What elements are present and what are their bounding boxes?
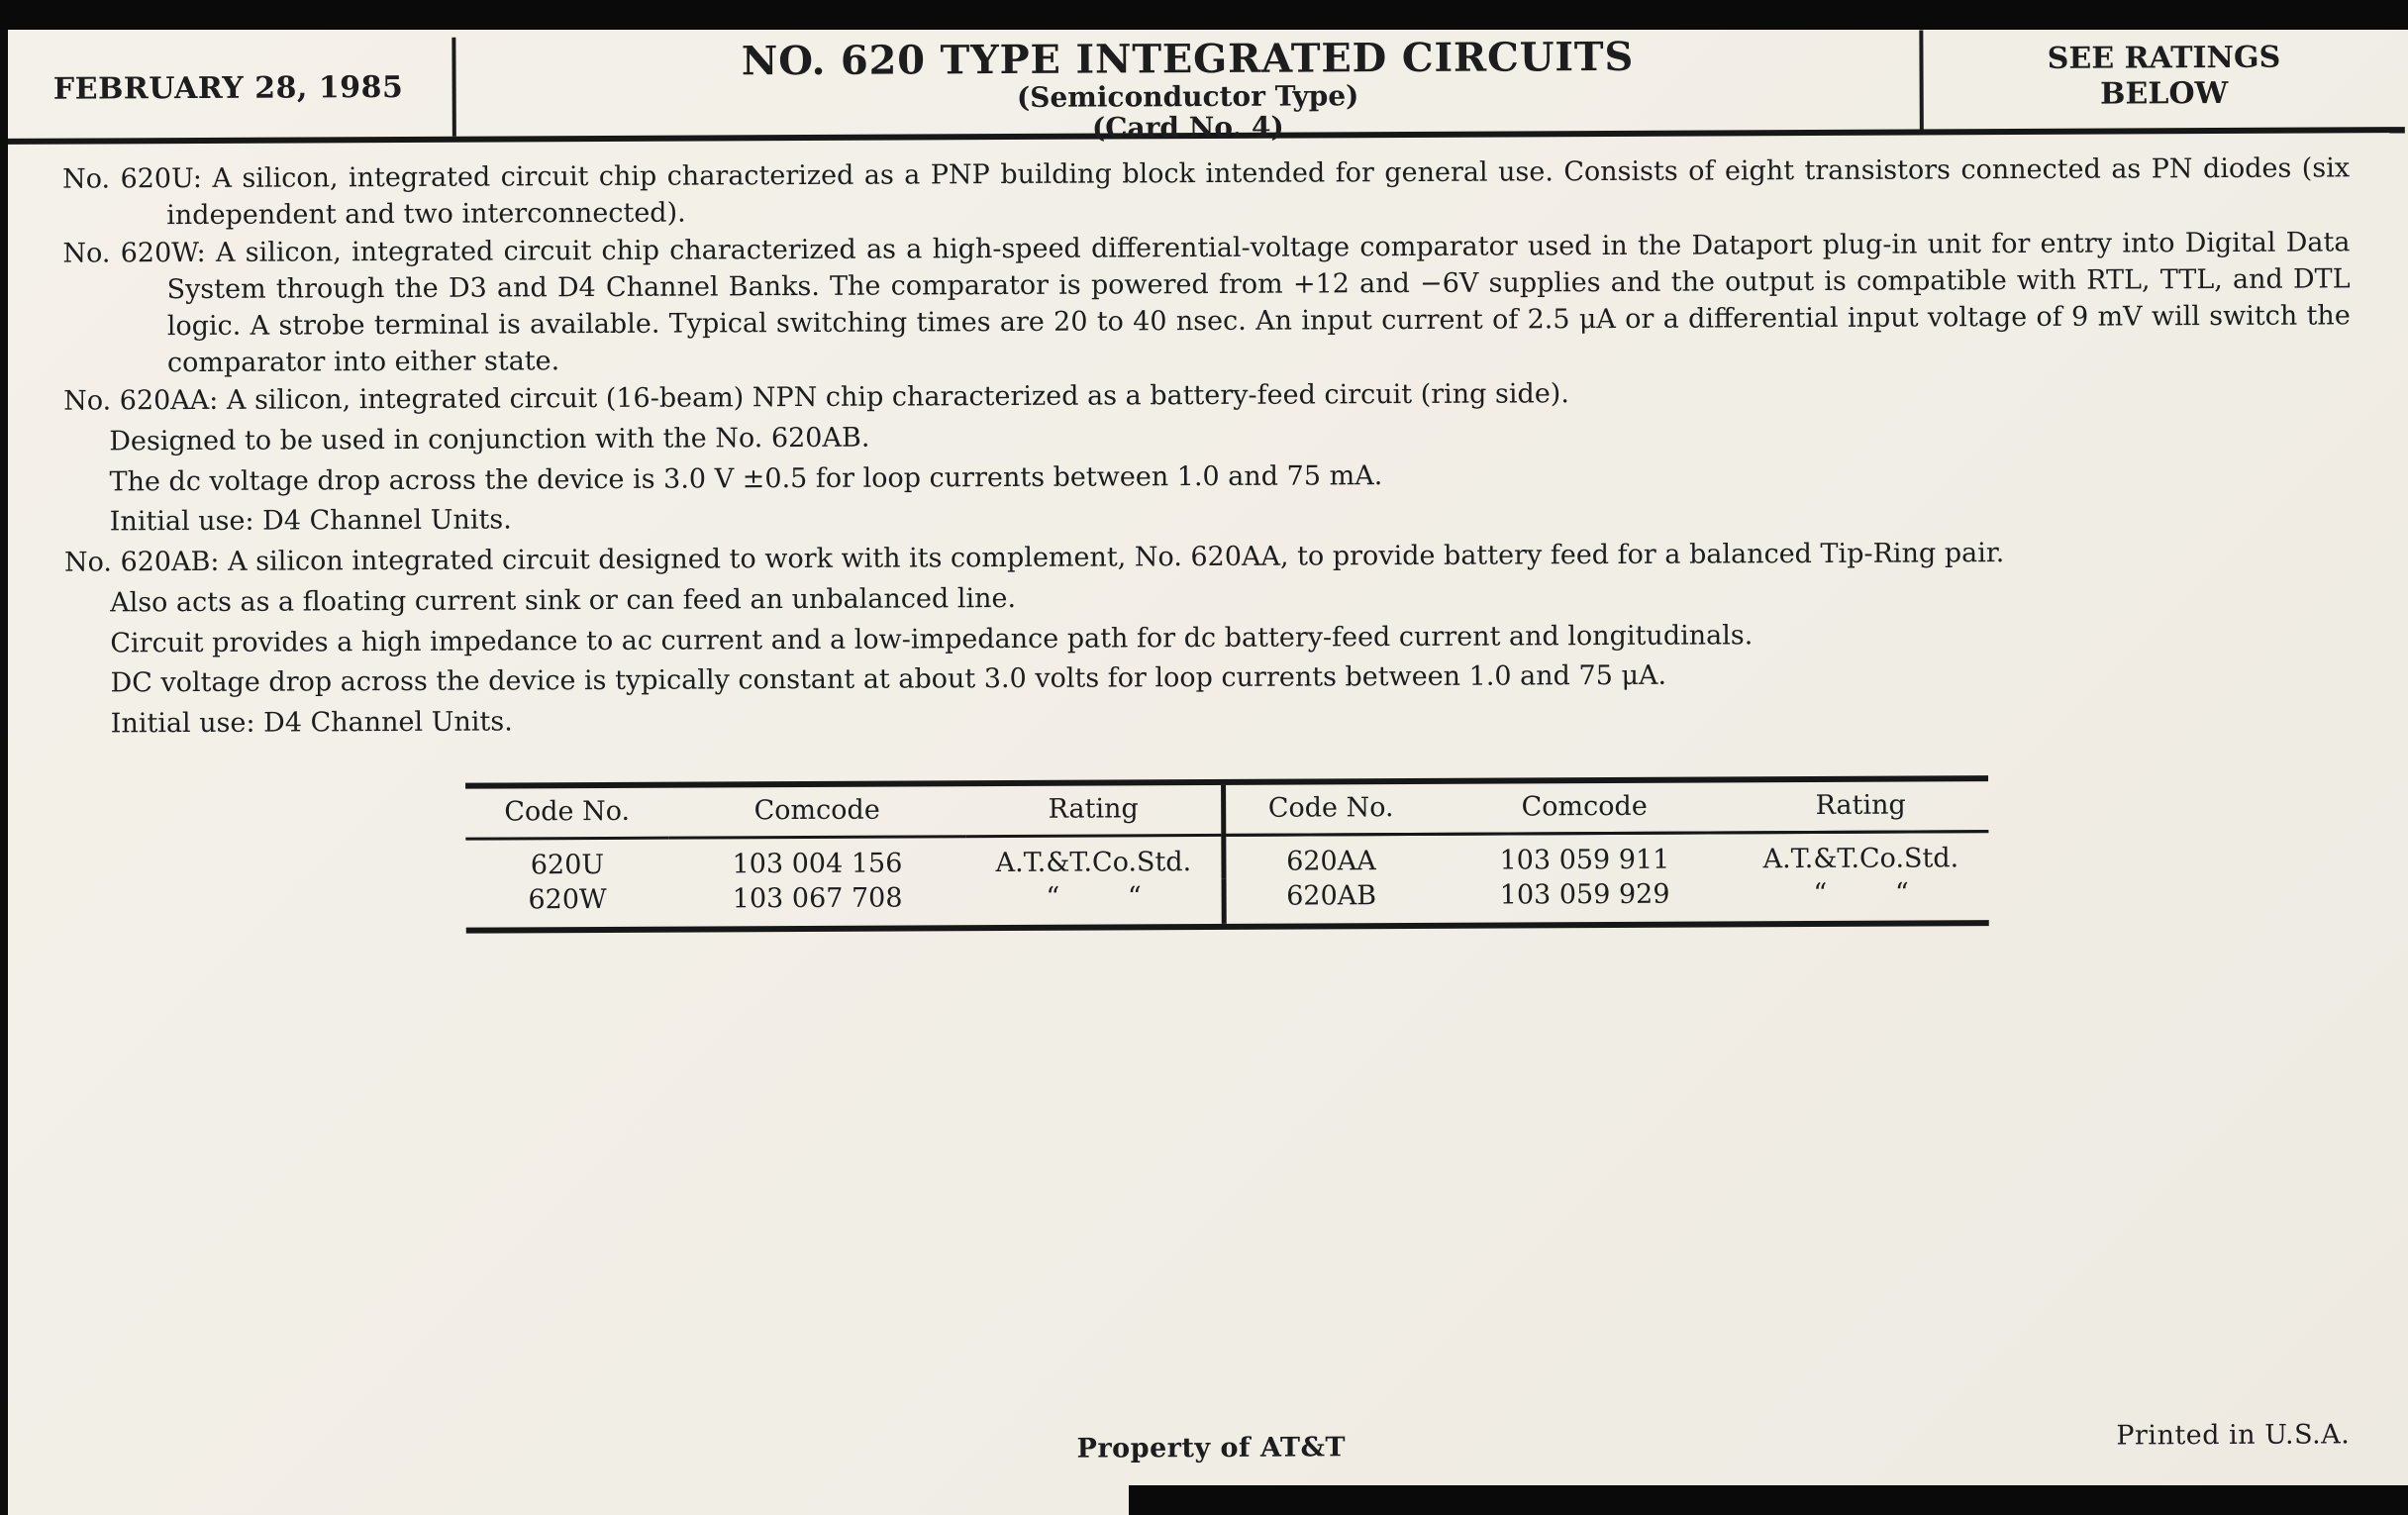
col-header-code-no: Code No. — [465, 787, 668, 839]
cell-code: 620U — [530, 849, 605, 881]
entry-620ab-label: No. 620AB: — [63, 547, 220, 578]
col-header-code-no: Code No. — [1226, 784, 1436, 836]
document-header — [8, 30, 2405, 145]
page-content — [8, 30, 2408, 1515]
entry-620aa-label: No. 620AA: — [63, 385, 219, 417]
document-subtitle-card: (Card No. 4) — [1091, 110, 1284, 145]
table-row — [466, 879, 1225, 928]
cell-rating: A.T.&T.Co.Std. — [995, 846, 1192, 878]
entry-620aa-note-1: Designed to be used in conjunction with the No. 620AB. — [109, 422, 870, 457]
header-date-cell — [8, 38, 456, 139]
document-page — [8, 30, 2408, 1515]
entry-620u-text: A silicon, integrated circuit chip characterized as a PNP building block intended for general use. Consists of eight transistors connected as PN diodes (six independent and two interconnected). — [166, 152, 2351, 231]
header-ratings-note-cell — [1919, 30, 2404, 129]
entry-620w — [62, 226, 2351, 382]
scan-edge-top — [0, 0, 2408, 30]
entry-620ab-note-4: Initial use: D4 Channel Units. — [110, 706, 513, 740]
entry-620ab-note-1: Also acts as a floating current sink or can feed an unbalanced line. — [110, 582, 1017, 619]
col-header-rating: Rating — [965, 785, 1224, 837]
table-row — [465, 835, 1224, 882]
cell-comcode: 103 059 929 — [1499, 878, 1670, 911]
col-header-comcode: Comcode — [668, 786, 965, 838]
ratings-note-line1: SEE RATINGS — [2047, 40, 2281, 76]
ratings-table-left — [465, 785, 1227, 928]
cell-code: 620AA — [1286, 845, 1376, 877]
cell-rating: A.T.&T.Co.Std. — [1762, 843, 1959, 875]
entry-620ab — [64, 535, 2352, 582]
table-row — [1227, 875, 1989, 924]
table-header-row — [1226, 781, 1988, 835]
entry-620aa-note-2: The dc voltage drop across the device is 3.0 V ±0.5 for loop currents between 1.0 and 75 mA. — [109, 459, 1383, 498]
entry-620u-label: No. 620U: — [61, 162, 203, 195]
col-header-rating: Rating — [1733, 781, 1988, 833]
cell-code: 620W — [528, 883, 607, 916]
cell-comcode: 103 004 156 — [732, 848, 903, 880]
cell-comcode: 103 059 911 — [1499, 844, 1670, 876]
scan-edge-bottom — [1129, 1485, 2408, 1515]
table-row — [1226, 831, 1988, 878]
entry-620u — [62, 151, 2350, 235]
entry-620ab-text: A silicon integrated circuit designed to work with its complement, No. 620AA, to provide battery feed for a balanced Tip-Ring pair. — [228, 538, 2005, 578]
cell-comcode: 103 067 708 — [732, 882, 903, 915]
col-header-comcode: Comcode — [1436, 782, 1733, 834]
ratings-note-line2: BELOW — [2100, 75, 2229, 112]
entry-620w-text: A silicon, integrated circuit chip characterized as a high-speed differential-voltage comparator used in the Dataport plug-in unit for entry into Digital Data System through the D3 and D4 Channel Banks. The comparator is powered from +12 and −6V supplies and the output is compatible with RTL, TTL, and DTL logic. A strobe terminal is available. Typical switching times are 20 to 40 nsec. An input current of 2.5 μA or a differential input voltage of 9 mV will switch the comparator into either state. — [166, 227, 2351, 378]
entry-620aa-text: A silicon, integrated circuit (16-beam) NPN chip characterized as a battery-feed circuit (ring side). — [226, 378, 1569, 417]
table-header-row — [465, 785, 1224, 839]
entry-620w-label: No. 620W: — [62, 238, 206, 270]
ratings-table — [465, 775, 1989, 934]
entry-620aa-note-3: Initial use: D4 Channel Units. — [109, 504, 512, 538]
cell-rating: “ “ — [1813, 877, 1909, 909]
ratings-table-right — [1226, 781, 1989, 924]
document-subtitle-type: (Semiconductor Type) — [1016, 79, 1359, 114]
cell-rating: “ “ — [1046, 881, 1142, 913]
document-title: NO. 620 TYPE INTEGRATED CIRCUITS — [741, 33, 1635, 85]
cell-code: 620AB — [1286, 879, 1377, 912]
document-date: FEBRUARY 28, 1985 — [52, 69, 404, 107]
entry-620ab-note-2: Circuit provides a high impedance to ac current and a low-impedance path for dc battery-feed current and longitudinals. — [110, 619, 1754, 659]
footer-printed-notice: Printed in U.S.A. — [2116, 1419, 2351, 1452]
footer-property-notice: Property of AT&T — [1076, 1432, 1347, 1464]
header-title-cell — [455, 30, 1919, 145]
entry-620ab-note-3: DC voltage drop across the device is typically constant at about 3.0 volts for loop currents between 1.0 and 75 μA. — [110, 660, 1667, 699]
document-body — [8, 133, 2408, 744]
